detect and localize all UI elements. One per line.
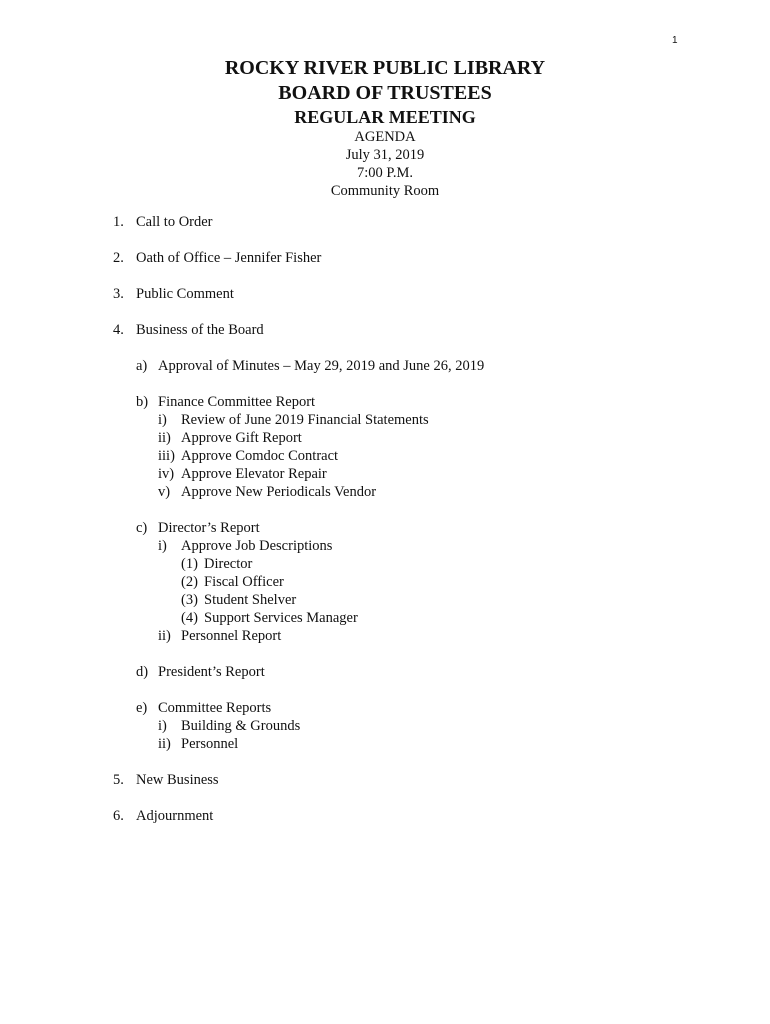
item-text: Public Comment	[136, 286, 234, 302]
agenda-item-oath-of-office	[113, 249, 713, 267]
agenda-label: AGENDA	[354, 129, 416, 145]
item-number: 4.	[113, 322, 124, 338]
director-item-job-descriptions	[113, 537, 713, 555]
item-number: 1.	[113, 214, 124, 230]
item-text: Business of the Board	[136, 322, 264, 338]
subitem-text: Committee Reports	[158, 700, 272, 716]
subsubitem-text: Approve Elevator Repair	[181, 466, 327, 482]
item-number: 2.	[113, 250, 124, 266]
subitem-letter: e)	[136, 700, 148, 716]
subsubitem-text: Personnel Report	[181, 628, 282, 644]
finance-item-periodicals-vendor	[113, 483, 713, 501]
agenda-list	[113, 213, 713, 825]
job-number: (4)	[181, 610, 198, 626]
subsubitem-numeral: v)	[158, 484, 171, 500]
subsubitem-text: Approve Job Descriptions	[181, 538, 333, 554]
subsubitem-text: Review of June 2019 Financial Statements	[181, 412, 429, 428]
job-text: Director	[204, 556, 253, 572]
subsubitem-numeral: iii)	[158, 448, 175, 464]
subsubitem-text: Approve Gift Report	[181, 430, 302, 446]
job-number: (1)	[181, 556, 198, 572]
subitem-text: Director’s Report	[158, 520, 260, 536]
library-name: ROCKY RIVER PUBLIC LIBRARY	[224, 57, 546, 79]
page-number: 1	[672, 35, 678, 46]
finance-item-gift-report	[113, 429, 713, 447]
item-number: 5.	[113, 772, 124, 788]
agenda-item-adjournment	[113, 807, 713, 825]
subitem-text: Approval of Minutes – May 29, 2019 and June 26, 2019	[158, 358, 485, 374]
finance-item-financial-statements	[113, 411, 713, 429]
subsubitem-numeral: i)	[158, 718, 167, 734]
item-text: Call to Order	[136, 214, 213, 230]
subsubitem-text: Approve Comdoc Contract	[181, 448, 339, 464]
job-description-director	[113, 555, 713, 573]
agenda-item-call-to-order	[113, 213, 713, 231]
subsubitem-numeral: i)	[158, 412, 167, 428]
subsubitem-numeral: i)	[158, 538, 167, 554]
job-text: Student Shelver	[204, 592, 297, 608]
job-text: Support Services Manager	[204, 610, 358, 626]
director-item-personnel-report	[113, 627, 713, 645]
subitem-letter: a)	[136, 358, 148, 374]
subsubitem-text: Building & Grounds	[181, 718, 301, 734]
subitem-letter: d)	[136, 664, 149, 680]
job-description-student-shelver	[113, 591, 713, 609]
finance-item-elevator-repair	[113, 465, 713, 483]
subsubitem-text: Personnel	[181, 736, 239, 752]
job-number: (3)	[181, 592, 198, 608]
item-text: Adjournment	[136, 808, 214, 824]
subitem-letter: b)	[136, 394, 149, 410]
job-number: (2)	[181, 574, 198, 590]
agenda-item-new-business	[113, 771, 713, 789]
committee-item-personnel	[113, 735, 713, 753]
item-text: New Business	[136, 772, 219, 788]
agenda-item-public-comment	[113, 285, 713, 303]
item-text: Oath of Office – Jennifer Fisher	[136, 250, 322, 266]
meeting-date: July 31, 2019	[345, 147, 425, 163]
subsubitem-numeral: ii)	[158, 628, 171, 644]
job-description-support-services	[113, 609, 713, 627]
agenda-item-business-of-board	[113, 321, 713, 339]
agenda-subitem-presidents-report	[113, 663, 713, 681]
subitem-text: President’s Report	[158, 664, 265, 680]
item-number: 3.	[113, 286, 124, 302]
job-text: Fiscal Officer	[204, 574, 284, 590]
job-description-fiscal-officer	[113, 573, 713, 591]
agenda-subitem-approval-of-minutes	[113, 357, 713, 375]
board-title: BOARD OF TRUSTEES	[278, 82, 492, 104]
subsubitem-numeral: ii)	[158, 430, 171, 446]
committee-item-building-grounds	[113, 717, 713, 735]
document-header	[0, 56, 770, 200]
subitem-text: Finance Committee Report	[158, 394, 316, 410]
meeting-location: Community Room	[330, 183, 440, 199]
meeting-type: REGULAR MEETING	[294, 107, 476, 127]
agenda-subitem-committee-reports	[113, 699, 713, 717]
agenda-subitem-directors-report	[113, 519, 713, 537]
subsubitem-text: Approve New Periodicals Vendor	[181, 484, 377, 500]
subsubitem-numeral: iv)	[158, 466, 175, 482]
agenda-subitem-finance-committee	[113, 393, 713, 411]
subsubitem-numeral: ii)	[158, 736, 171, 752]
meeting-time: 7:00 P.M.	[356, 165, 413, 181]
finance-item-comdoc-contract	[113, 447, 713, 465]
item-number: 6.	[113, 808, 124, 824]
subitem-letter: c)	[136, 520, 148, 536]
